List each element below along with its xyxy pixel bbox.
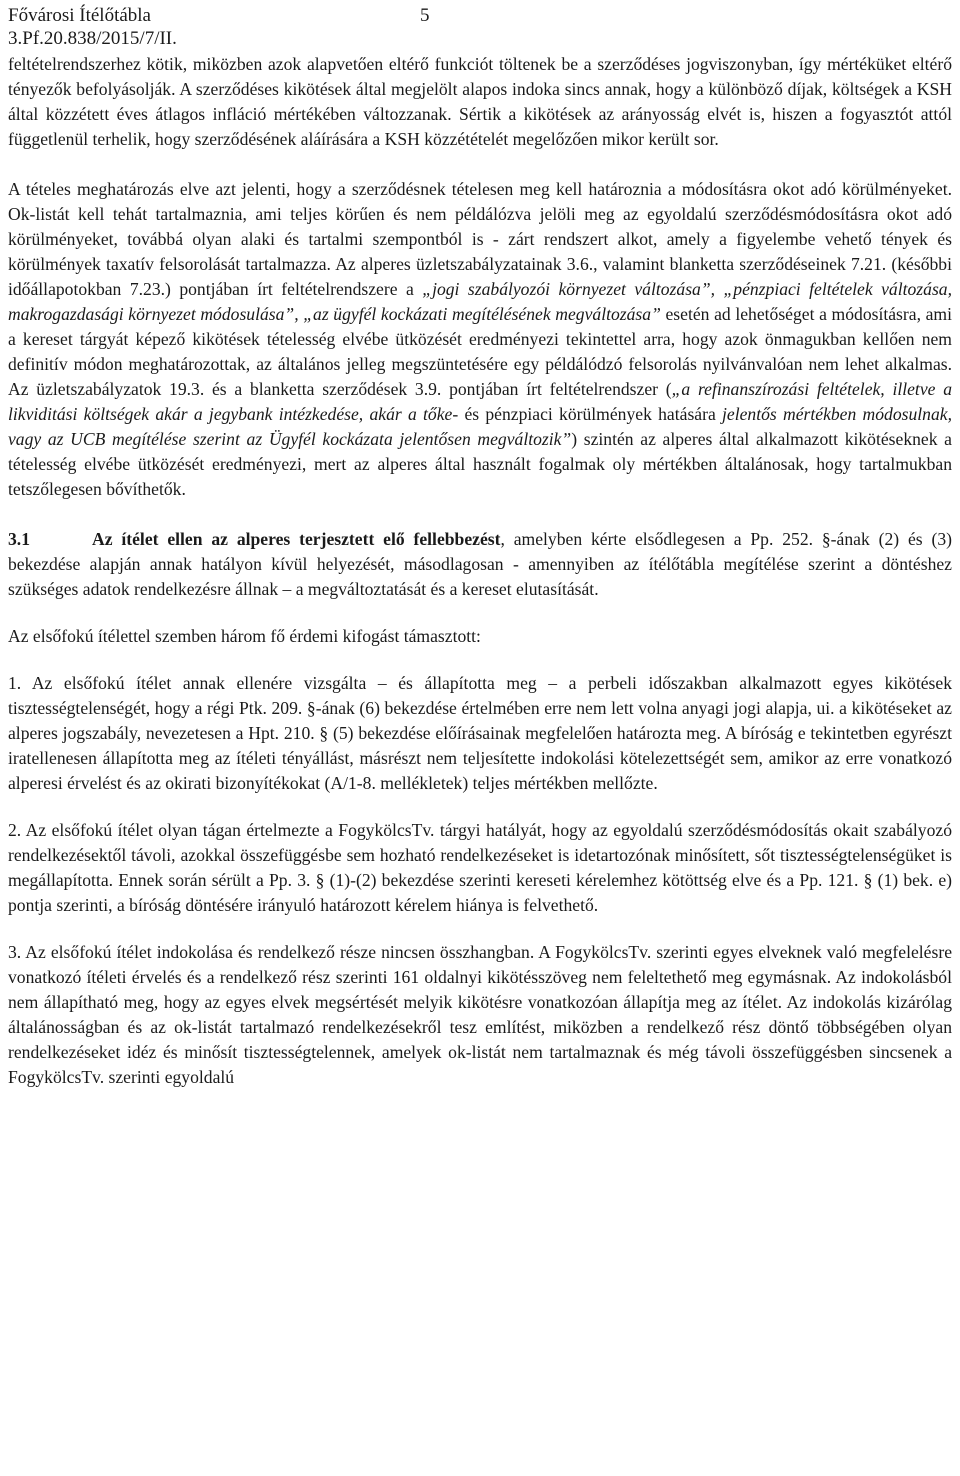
page-header	[8, 4, 430, 50]
section-heading: Az ítélet ellen az alperes terjesztett elő fellebbezést	[92, 529, 501, 549]
paragraph-2-text-g: ) szintén az alperes által alkalmazott kikötéseknek a tételesség elvébe ütközését eredményezi, mert az alperes által használt fogalmak oly mértékben általánosak, hogy tartalmukban tetszőlegesen bővíthetők.	[8, 429, 952, 499]
paragraph-2-quote-2: „a refinanszírozási feltételek, illetve a likviditási költségek akár a jegybank intézkedése, akár a tőke	[8, 379, 952, 424]
paragraph-2	[8, 177, 952, 502]
section-3-1	[8, 527, 952, 602]
document-body	[8, 52, 952, 1090]
objection-2: 2. Az elsőfokú ítélet olyan tágan értelmezte a FogykölcsTv. tárgyi hatályát, hogy az egyoldalú szerződésmódosítás okait szabályozó rendelkezésektől távoli, azokkal összefüggésbe sem hozható rendelkezéseket is idetartozónak minősített, sőt tisztességtelenségüket is megállapította. Ennek során sérült a Pp. 3. § (1)-(2) bekezdése szerinti kereseti kérelemhez kötöttség elve és a Pp. 121. § (1) bek. e) pontja szerinti, a bíróság döntésére irányuló határozott kérelem hiánya is felvethető.	[8, 820, 952, 915]
section-number: 3.1	[8, 529, 30, 549]
case-number: 3.Pf.20.838/2015/7/II.	[8, 28, 177, 49]
paragraph-2-quote-1: „jogi szabályozói környezet változása”, „pénzpiaci feltételek változása, makrogazdasági környezet módosulása”, „az ügyfél kockázati megítélésének megváltozása”	[8, 279, 952, 324]
section-text: , amelyben kérte elsődlegesen a Pp. 252. §-ának (2) és (3) bekezdése alapján annak hatályon kívül helyezését, másodlagosan - amennyiben az ítélőtábla megítélése szerint a döntéshez szükséges adatok rendelkezésre állnak – a megváltoztatását és a kereset elutasítását.	[8, 529, 952, 599]
paragraph-objections-intro: Az elsőfokú ítélettel szemben három fő érdemi kifogást támasztott:	[8, 626, 481, 646]
objection-1: 1. Az elsőfokú ítélet annak ellenére vizsgálta – és állapította meg – a perbeli időszakban alkalmazott egyes kikötések tisztességtelenségét, hogy a régi Ptk. 209. §-ának (6) bekezdése értelmében erre nem lett volna anyagi jogi alapja, ui. a kikötéseket az alperes jogszabály, nevezetesen a Hpt. 210. § (5) bekezdése előírásainak megfelelően határozta meg. A bíróság e tekintetben egyrészt iratellenesen állapította meg az ítéleti tényállást, másrészt nem teljesítette indokolási kötelezettségét sem, amikor az erre vonatkozó alperesi érvelést és az okirati bizonyítékokat (A/1-8. mellékletek) teljes mértékben mellőzte.	[8, 673, 952, 793]
paragraph-1: feltételrendszerhez kötik, miközben azok alapvetően eltérő funkciót töltenek be a szerződéses jogviszonyban, így mértéküket eltérő tényezők befolyásolják. A szerződéses kikötések által megjelölt alapos indoka sincs annak, hogy a különböző díjak, költségek a KSH által közzétett éves átlagos infláció mértékében változzanak. Sértik a kikötések az arányosság elvét is, hiszen a fogyasztót attól függetlenül terhelik, hogy szerződésének aláírására a KSH közzétételét megelőzően mikor került sor.	[8, 54, 952, 149]
paragraph-2-quote-3: jelentős mértékben módosulnak, vagy az UCB megítélése szerint az Ügyfél kockázata jelentősen megváltozik”	[8, 404, 952, 449]
page-number: 5	[420, 5, 430, 26]
paragraph-2-text-c: esetén ad lehetőséget a módosításra, ami a kereset tárgyát képező kikötések tételesség elvébe ütközését eredményezi tekintettel arra, hogy azok önmagukban kellően nem definitív módon meghatározottak, az általános jelleg megszüntetésére egy példálódzó felsorolás nyilvánvalóan nem lehet alkalmas. Az üzletszabályzatok 19.3. és a blanketta szerződések 3.9. pontjában írt feltételrendszer (	[8, 304, 952, 399]
court-name: Fővárosi Ítélőtábla	[8, 5, 151, 26]
paragraph-2-text-a: A tételes meghatározás elve azt jelenti, hogy a szerződésnek tételesen meg kell határoznia a módosításra okot adó körülményeket. Ok-listát kell tehát tartalmaznia, ami teljes körűen és nem példálózva jelöli meg az egyoldalú szerződésmódosításra okot adó körülményeket, továbbá olyan alaki és tartalmi szempontból is - zárt rendszert alkot, amely a figyelembe vehető tények és körülmények taxatív felsorolását tartalmazza. Az alperes üzletszabályzatainak 3.6., valamint blanketta szerződéseinek 7.21. (későbbi időállapotokban 7.23.) pontjában írt feltételrendszere a	[8, 179, 952, 299]
paragraph-2-text-e: - és pénzpiaci körülmények hatására	[452, 404, 723, 424]
objection-3: 3. Az elsőfokú ítélet indokolása és rendelkező része nincsen összhangban. A FogykölcsTv. szerinti egyes elveknek való megfelelésre vonatkozó ítéleti érvelés és a rendelkező rész szerinti 161 oldalnyi kikötésszöveg nem feleltethető meg egymásnak. Az indokolásból nem állapítható meg, hogy az egyes elvek megsértését melyik kikötésre vonatkozóan állapítja meg az ítélet. Az indokolás kizárólag általánosságban és az ok-listát tartalmazó rendelkezésekről tesz említést, miközben a rendelkező rész döntő többségében olyan rendelkezéseket idéz és minősít tisztességtelennek, amelyek ok-listát nem tartalmaznak és még távoli összefüggésben sincsenek a FogykölcsTv. szerinti egyoldalú	[8, 942, 952, 1087]
